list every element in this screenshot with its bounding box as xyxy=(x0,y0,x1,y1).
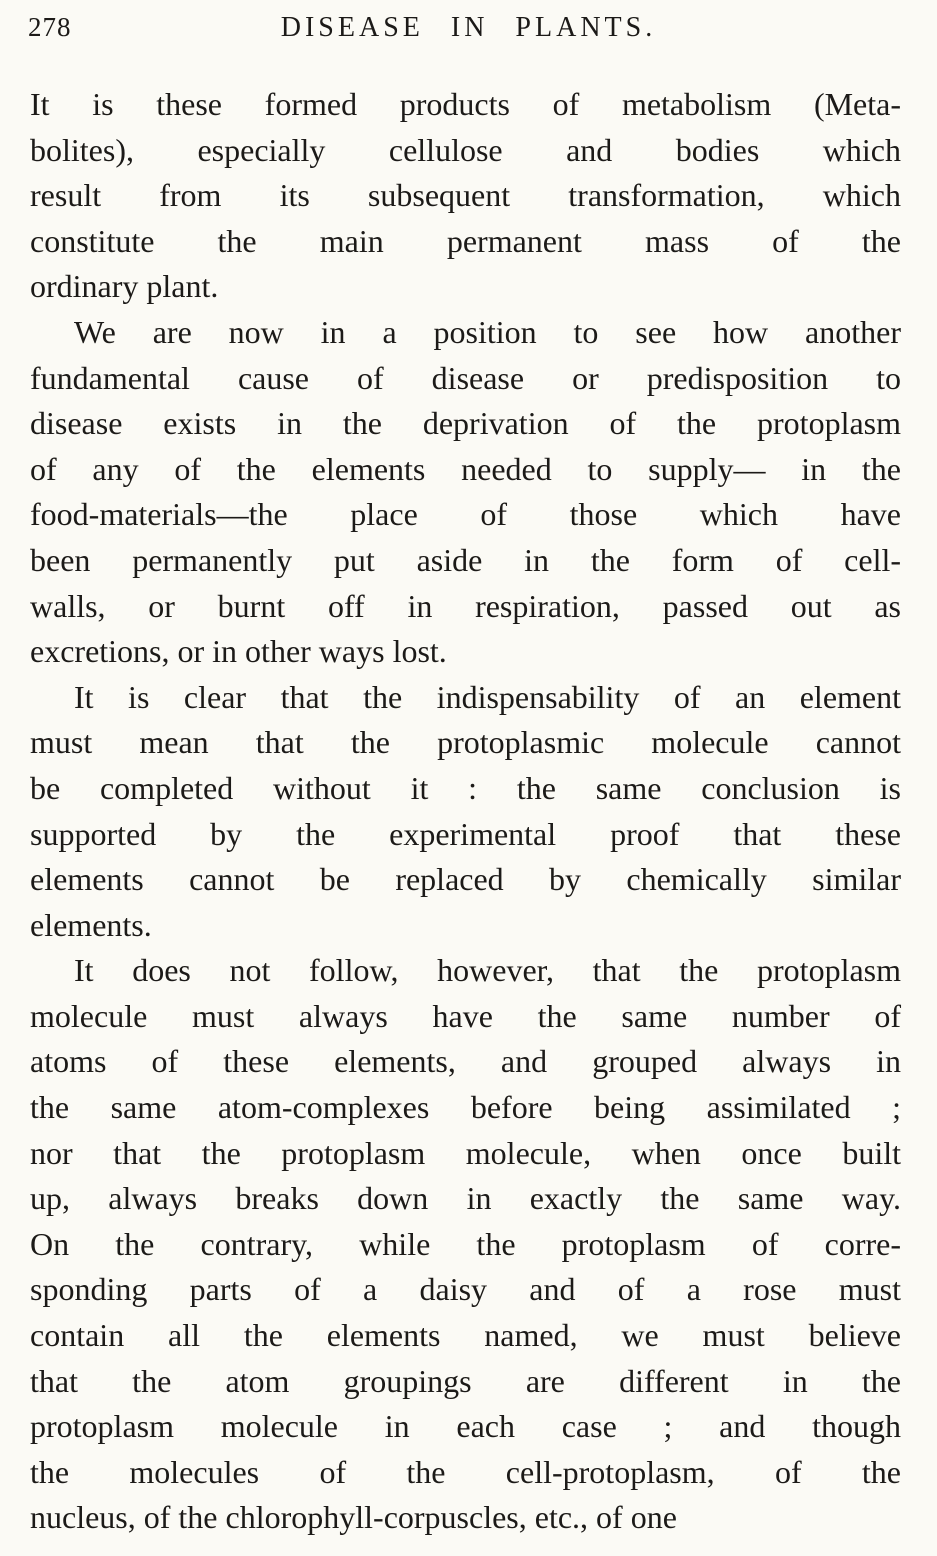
running-title: DISEASE IN PLANTS. xyxy=(280,12,657,43)
text-line: It is these formed products of metabolism (Meta- xyxy=(30,86,901,122)
text-line: be completed without it : the same conclusion is xyxy=(30,769,901,806)
text-line: ordinary plant. xyxy=(30,268,219,305)
text-line: contain all the elements named, we must believe xyxy=(30,1317,901,1354)
text-line: disease exists in the deprivation of the protoplasm xyxy=(30,405,901,442)
text-line: of any of the elements needed to supply— in the xyxy=(30,450,901,487)
text-line: nucleus, of the chlorophyll-corpuscles, etc., of one xyxy=(30,1499,677,1536)
text-line: elements cannot be replaced by chemically similar xyxy=(30,861,901,898)
text-line: food-materials—the place of those which have xyxy=(30,496,901,533)
text-line: atoms of these elements, and grouped always in xyxy=(30,1043,901,1080)
text-line: excretions, or in other ways lost. xyxy=(30,633,447,670)
text-line: result from its subsequent transformation, which xyxy=(30,177,901,214)
text-line: molecule must always have the same number of xyxy=(30,997,901,1034)
text-line: fundamental cause of disease or predisposition to xyxy=(30,359,901,396)
text-line: been permanently put aside in the form of cell- xyxy=(30,541,901,578)
text-line: walls, or burnt off in respiration, passed out as xyxy=(30,587,901,624)
text-line: that the atom groupings are different in the xyxy=(30,1362,901,1399)
text-line: On the contrary, while the protoplasm of corre- xyxy=(30,1225,901,1262)
text-line: supported by the experimental proof that these xyxy=(30,815,901,852)
text-line: nor that the protoplasm molecule, when once built xyxy=(30,1134,901,1171)
text-line: elements. xyxy=(30,906,152,943)
text-line: protoplasm molecule in each case ; and though xyxy=(30,1408,901,1445)
text-body xyxy=(30,82,901,1541)
page-number: 278 xyxy=(28,12,72,42)
text-line: It does not follow, however, that the protoplasm xyxy=(74,952,901,989)
text-line: sponding parts of a daisy and of a rose must xyxy=(30,1271,901,1308)
text-line: the same atom-complexes before being assimilated ; xyxy=(30,1089,901,1126)
text-line: It is clear that the indispensability of an element xyxy=(74,678,901,715)
text-line: We are now in a position to see how another xyxy=(74,313,901,350)
text-line: the molecules of the cell-protoplasm, of the xyxy=(30,1453,901,1490)
text-line: constitute the main permanent mass of the xyxy=(30,222,901,259)
text-line: bolites), especially cellulose and bodies which xyxy=(30,131,901,168)
text-line: up, always breaks down in exactly the same way. xyxy=(30,1180,901,1217)
text-line: must mean that the protoplasmic molecule cannot xyxy=(30,724,901,761)
page-header xyxy=(0,0,937,58)
